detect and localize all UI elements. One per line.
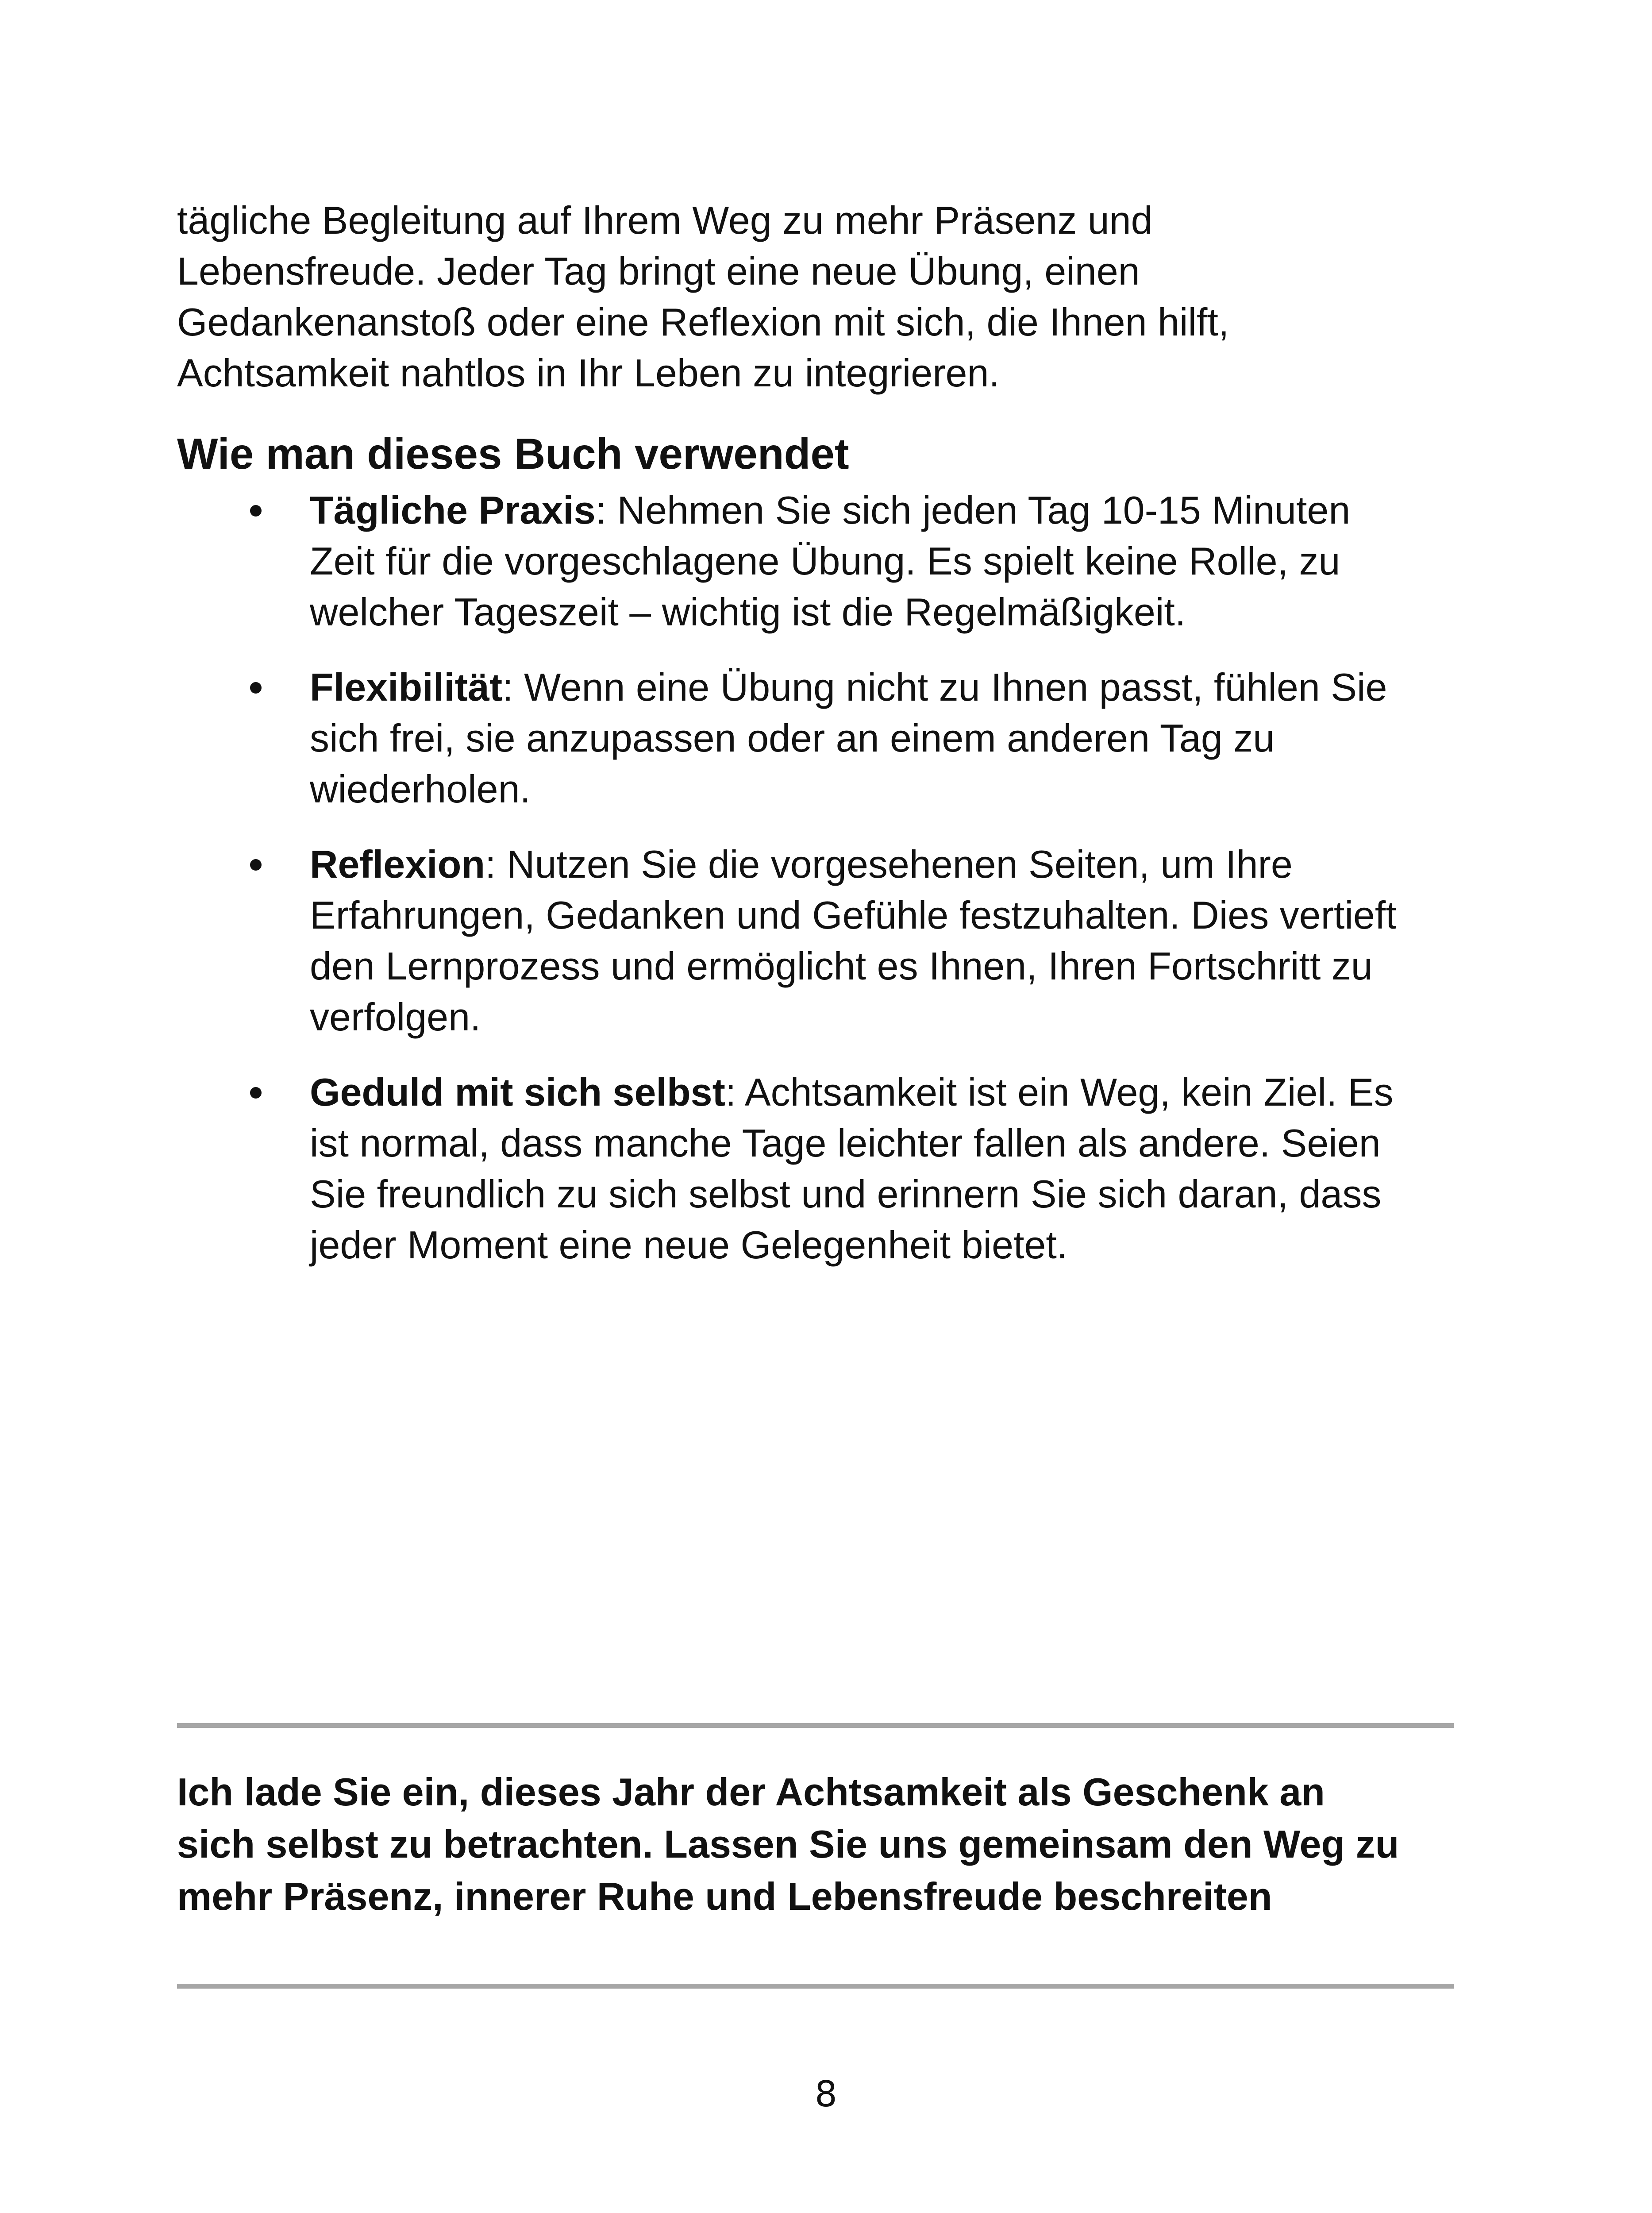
bullet-text-line: wiederholen. (310, 767, 531, 811)
bullet-text-line: welcher Tageszeit – wichtig ist die Regelmäßigkeit. (310, 590, 1186, 634)
bullet-text-line: den Lernprozess und ermöglicht es Ihnen, Ihren Fortschritt zu (310, 944, 1373, 988)
closing-line: sich selbst zu betrachten. Lassen Sie uns gemeinsam den Weg zu (177, 1822, 1399, 1866)
bullet-term: Reflexion (310, 842, 485, 886)
bullet-text-line: : Achtsamkeit ist ein Weg, kein Ziel. Es (725, 1070, 1394, 1114)
bullet-item-flexibilitaet (177, 662, 1483, 814)
intro-line: Achtsamkeit nahtlos in Ihr Leben zu integrieren. (177, 351, 1000, 395)
bullet-text-line: Erfahrungen, Gedanken und Gefühle festzuhalten. Dies vertieft (310, 893, 1397, 937)
bullet-text-line: ist normal, dass manche Tage leichter fallen als andere. Seien (310, 1121, 1381, 1165)
bullet-term: Flexibilität (310, 665, 503, 709)
bullet-text-line: sich frei, sie anzupassen oder an einem anderen Tag zu (310, 716, 1275, 760)
bullet-item-geduld (177, 1067, 1483, 1270)
bullet-term: Geduld mit sich selbst (310, 1070, 725, 1114)
intro-paragraph (177, 195, 1483, 398)
closing-statement (177, 1766, 1483, 1923)
bullet-dot-icon (250, 505, 262, 517)
intro-line: Gedankenanstoß oder eine Reflexion mit sich, die Ihnen hilft, (177, 300, 1229, 344)
bullet-dot-icon (250, 1087, 262, 1099)
bullet-text-line: Sie freundlich zu sich selbst und erinnern Sie sich daran, dass (310, 1172, 1382, 1216)
bullet-term: Tägliche Praxis (310, 488, 596, 532)
bullet-item-reflexion (177, 839, 1483, 1042)
bullet-text-line: : Wenn eine Übung nicht zu Ihnen passt, fühlen Sie (502, 665, 1387, 709)
bullet-text-line: Zeit für die vorgeschlagene Übung. Es spielt keine Rolle, zu (310, 539, 1340, 583)
bullet-text-line: jeder Moment eine neue Gelegenheit bietet. (310, 1223, 1068, 1267)
bullet-text-line: : Nehmen Sie sich jeden Tag 10-15 Minuten (595, 488, 1351, 532)
bullet-dot-icon (250, 682, 262, 694)
closing-line: mehr Präsenz, innerer Ruhe und Lebensfreude beschreiten (177, 1874, 1272, 1918)
intro-line: Lebensfreude. Jeder Tag bringt eine neue Übung, einen (177, 249, 1140, 293)
horizontal-divider-top (177, 1723, 1454, 1728)
horizontal-divider-bottom (177, 1984, 1454, 1989)
page-number: 8 (815, 2074, 837, 2115)
bullet-text-line: : Nutzen Sie die vorgesehenen Seiten, um Ihre (485, 842, 1293, 886)
bullet-item-taegliche-praxis (177, 485, 1483, 637)
bullet-dot-icon (250, 859, 262, 871)
closing-line: Ich lade Sie ein, dieses Jahr der Achtsamkeit als Geschenk an (177, 1770, 1325, 1814)
bullet-text-line: verfolgen. (310, 995, 481, 1039)
section-heading: Wie man dieses Buch verwendet (177, 429, 849, 478)
intro-line: tägliche Begleitung auf Ihrem Weg zu mehr Präsenz und (177, 198, 1153, 242)
usage-bullet-list (177, 485, 1483, 1295)
